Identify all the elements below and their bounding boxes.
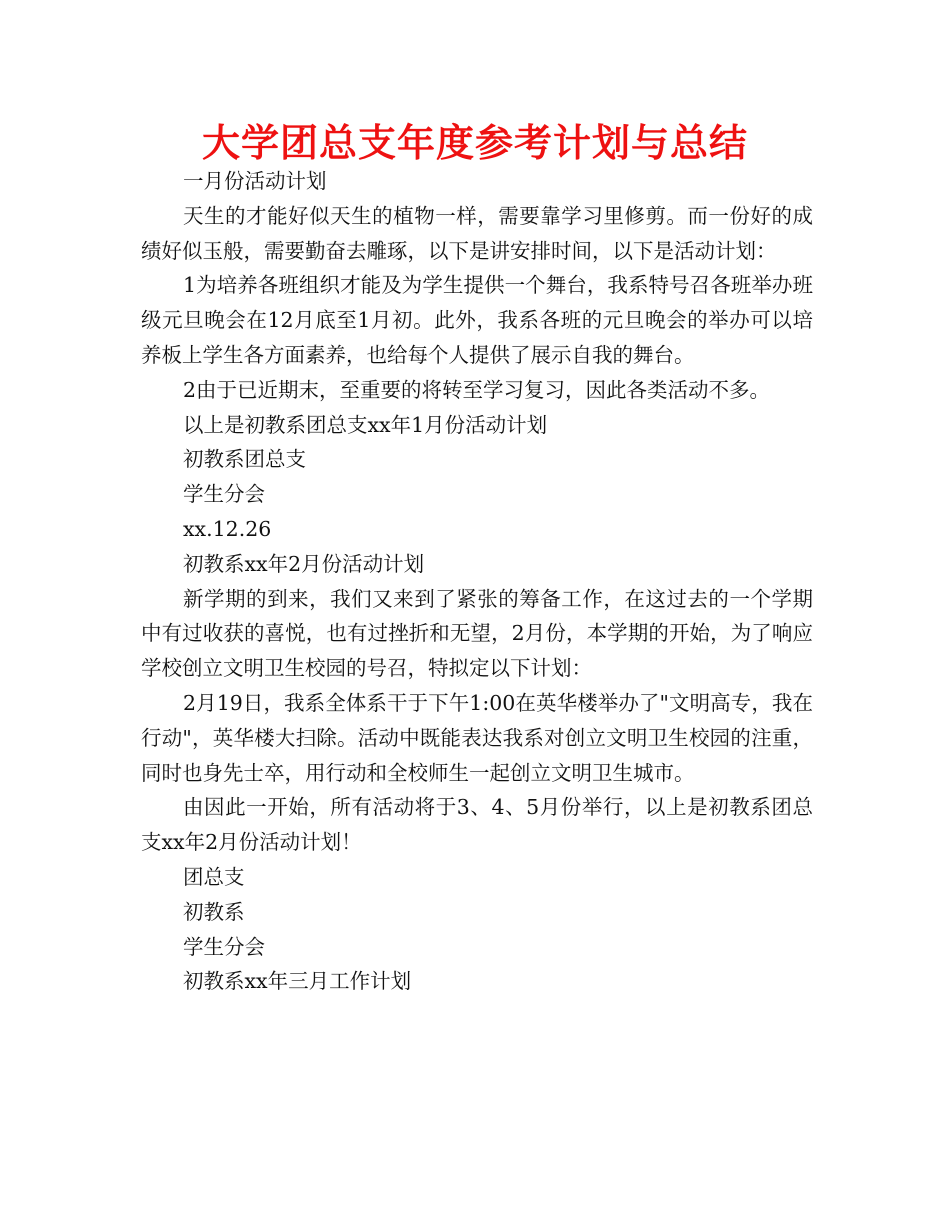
paragraph-item-1: 1为培养各班组织才能及为学生提供一个舞台，我系特号召各班举办班级元旦晚会在12月底至1月初。此外，我系各班的元旦晚会的举办可以培养板上学生各方面素养，也给每个人提供了展示自我的舞台。 — [141, 273, 813, 367]
signature-date: xx.12.26 — [183, 516, 272, 541]
paragraph-february-summary: 由因此一开始，所有活动将于3、4、5月份举行，以上是初教系团总支xx年2月份活动计划！ — [141, 795, 813, 855]
paragraph-february-plan-heading: 初教系xx年2月份活动计划 — [183, 551, 425, 576]
paragraph-february-event: 2月19日，我系全体系干于下午1:00在英华楼举办了"文明高专，我在行动"，英华楼大扫除。活动中既能表达我系对创立文明卫生校园的注重，同时也身先士卒，用行动和全校师生一起创立文明卫生城市。 — [141, 690, 813, 785]
paragraph-january-plan-heading: 一月份活动计划 — [183, 169, 327, 193]
signature-student-branch: 学生分会 — [183, 934, 265, 959]
document-body — [141, 164, 813, 999]
signature-subgroup: 学生分会 — [183, 482, 265, 507]
document-title: 大学团总支年度参考计划与总结 — [201, 121, 748, 165]
paragraph-february-intro: 新学期的到来，我们又来到了紧张的筹备工作，在这过去的一个学期中有过收获的喜悦，也有过挫折和无望，2月份，本学期的开始，为了响应学校创立文明卫生校园的号召，特拟定以下计划： — [141, 586, 813, 681]
paragraph-january-summary: 以上是初教系团总支xx年1月份活动计划 — [183, 412, 548, 437]
paragraph-item-2: 2由于已近期末，至重要的将转至学习复习，因此各类活动不多。 — [183, 377, 771, 402]
signature-org: 初教系团总支 — [183, 447, 306, 472]
signature-department: 初教系 — [183, 899, 245, 924]
paragraph-march-plan-heading: 初教系xx年三月工作计划 — [183, 969, 412, 994]
signature-league-branch: 团总支 — [183, 864, 245, 889]
paragraph-intro: 天生的才能好似天生的植物一样，需要靠学习里修剪。而一份好的成绩好似玉般，需要勤奋去雕琢，以下是讲安排时间，以下是活动计划： — [141, 203, 813, 263]
